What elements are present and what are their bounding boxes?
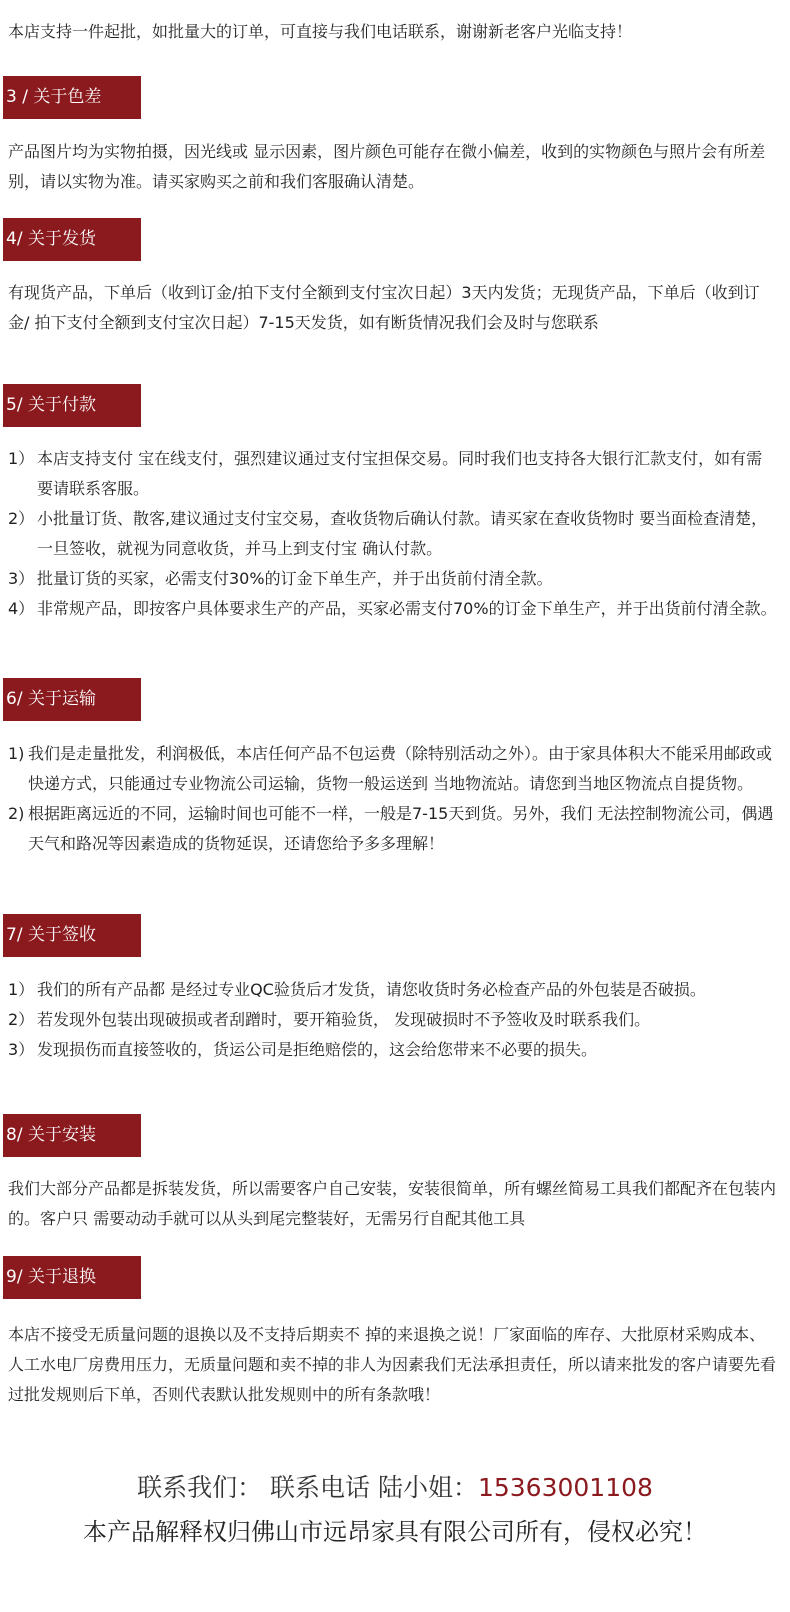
list-item <box>8 594 778 624</box>
section-heading-payment: 5/ 关于付款 <box>3 384 141 427</box>
list-item <box>8 799 778 859</box>
copyright-notice: 本产品解释权归佛山市远昂家具有限公司所有，侵权必究！ <box>83 1518 707 1546</box>
list-item-number: 3） <box>8 569 35 588</box>
list-item <box>8 1035 778 1065</box>
installation-text: 我们大部分产品都是拆装发货，所以需要客户自己安装，安装很简单，所有螺丝简易工具我们都配齐在包装内的。客户只 需要动动手就可以从头到尾完整装好，无需另行自配其他工具 <box>8 1179 777 1228</box>
list-item-text: 若发现外包装出现破损或者刮蹭时，要开箱验货， 发现破损时不予签收及时联系我们。 <box>37 1010 651 1029</box>
section-heading-color-difference: 3 / 关于色差 <box>3 76 141 119</box>
contact-label: 联系我们： 联系电话 陆小姐： <box>137 1473 478 1502</box>
list-item-number: 1） <box>8 449 35 468</box>
list-item <box>8 1005 778 1035</box>
list-item-number: 1） <box>8 980 35 999</box>
intro-text: 本店支持一件起批，如批量大的订单，可直接与我们电话联系，谢谢新老客户光临支持！ <box>8 22 633 41</box>
transport-list <box>8 739 778 859</box>
list-item <box>8 975 778 1005</box>
list-item <box>8 504 778 564</box>
list-item <box>8 739 778 799</box>
list-item-text: 根据距离远近的不同，运输时间也可能不一样，一般是7-15天到货。另外，我们 无法控制物流公司，偶遇天气和路况等因素造成的货物延误，还请您给予多多理解！ <box>28 804 774 853</box>
list-item-text: 本店支持支付 宝在线支付，强烈建议通过支付宝担保交易。同时我们也支持各大银行汇款支付，如有需要请联系客服。 <box>37 449 763 498</box>
list-item-number: 2） <box>8 509 35 528</box>
section-heading-transport: 6/ 关于运输 <box>3 678 141 721</box>
section-heading-returns: 9/ 关于退换 <box>3 1256 141 1299</box>
list-item <box>8 444 778 504</box>
receipt-list <box>8 975 778 1065</box>
color-difference-text: 产品图片均为实物拍摄，因光线或 显示因素，图片颜色可能存在微小偏差，收到的实物颜色与照片会有所差别，请以实物为准。请买家购买之前和我们客服确认清楚。 <box>8 142 766 191</box>
shipping-text: 有现货产品，下单后（收到订金/拍下支付全额到支付宝次日起）3天内发货；无现货产品，下单后（收到订金/ 拍下支付全额到支付宝次日起）7-15天发货，如有断货情况我们会及时与您联系 <box>8 283 760 332</box>
payment-list <box>8 444 778 624</box>
section-heading-shipping: 4/ 关于发货 <box>3 218 141 261</box>
list-item-number: 2） <box>8 1010 35 1029</box>
contact-phone: 15363001108 <box>477 1473 653 1502</box>
list-item-number: 2) <box>8 804 25 823</box>
list-item-text: 小批量订货、散客,建议通过支付宝交易，查收货物后确认付款。请买家在查收货物时 要当面检查清楚，一旦签收，就视为同意收货，并马上到支付宝 确认付款。 <box>37 509 768 558</box>
section-heading-receipt: 7/ 关于签收 <box>3 914 141 957</box>
list-item-number: 4） <box>8 599 35 618</box>
list-item <box>8 564 778 594</box>
list-item-text: 我们的所有产品都 是经过专业QC验货后才发货，请您收货时务必检查产品的外包装是否破损。 <box>37 980 706 999</box>
list-item-number: 1) <box>8 744 25 763</box>
returns-text: 本店不接受无质量问题的退换以及不支持后期卖不 掉的来退换之说！厂家面临的库存、大批原材采购成本、人工水电厂房费用压力，无质量问题和卖不掉的非人为因素我们无法承担责任，所以请来批发的客户请要先看过批发规则后下单，否则代表默认批发规则中的所有条款哦！ <box>8 1325 777 1404</box>
list-item-text: 发现损伤而直接签收的，货运公司是拒绝赔偿的，这会给您带来不必要的损失。 <box>37 1040 598 1059</box>
contact-line <box>0 1471 790 1505</box>
list-item-text: 非常规产品，即按客户具体要求生产的产品，买家必需支付70%的订金下单生产，并于出货前付清全款。 <box>37 599 777 618</box>
section-heading-installation: 8/ 关于安装 <box>3 1114 141 1157</box>
list-item-text: 批量订货的买家，必需支付30%的订金下单生产，并于出货前付清全款。 <box>37 569 553 588</box>
list-item-number: 3） <box>8 1040 35 1059</box>
list-item-text: 我们是走量批发，利润极低，本店任何产品不包运费（除特别活动之外）。由于家具体积大不能采用邮政或快递方式，只能通过专业物流公司运输，货物一般运送到 当地物流站。请您到当地区物流点自提货物。 <box>28 744 773 793</box>
